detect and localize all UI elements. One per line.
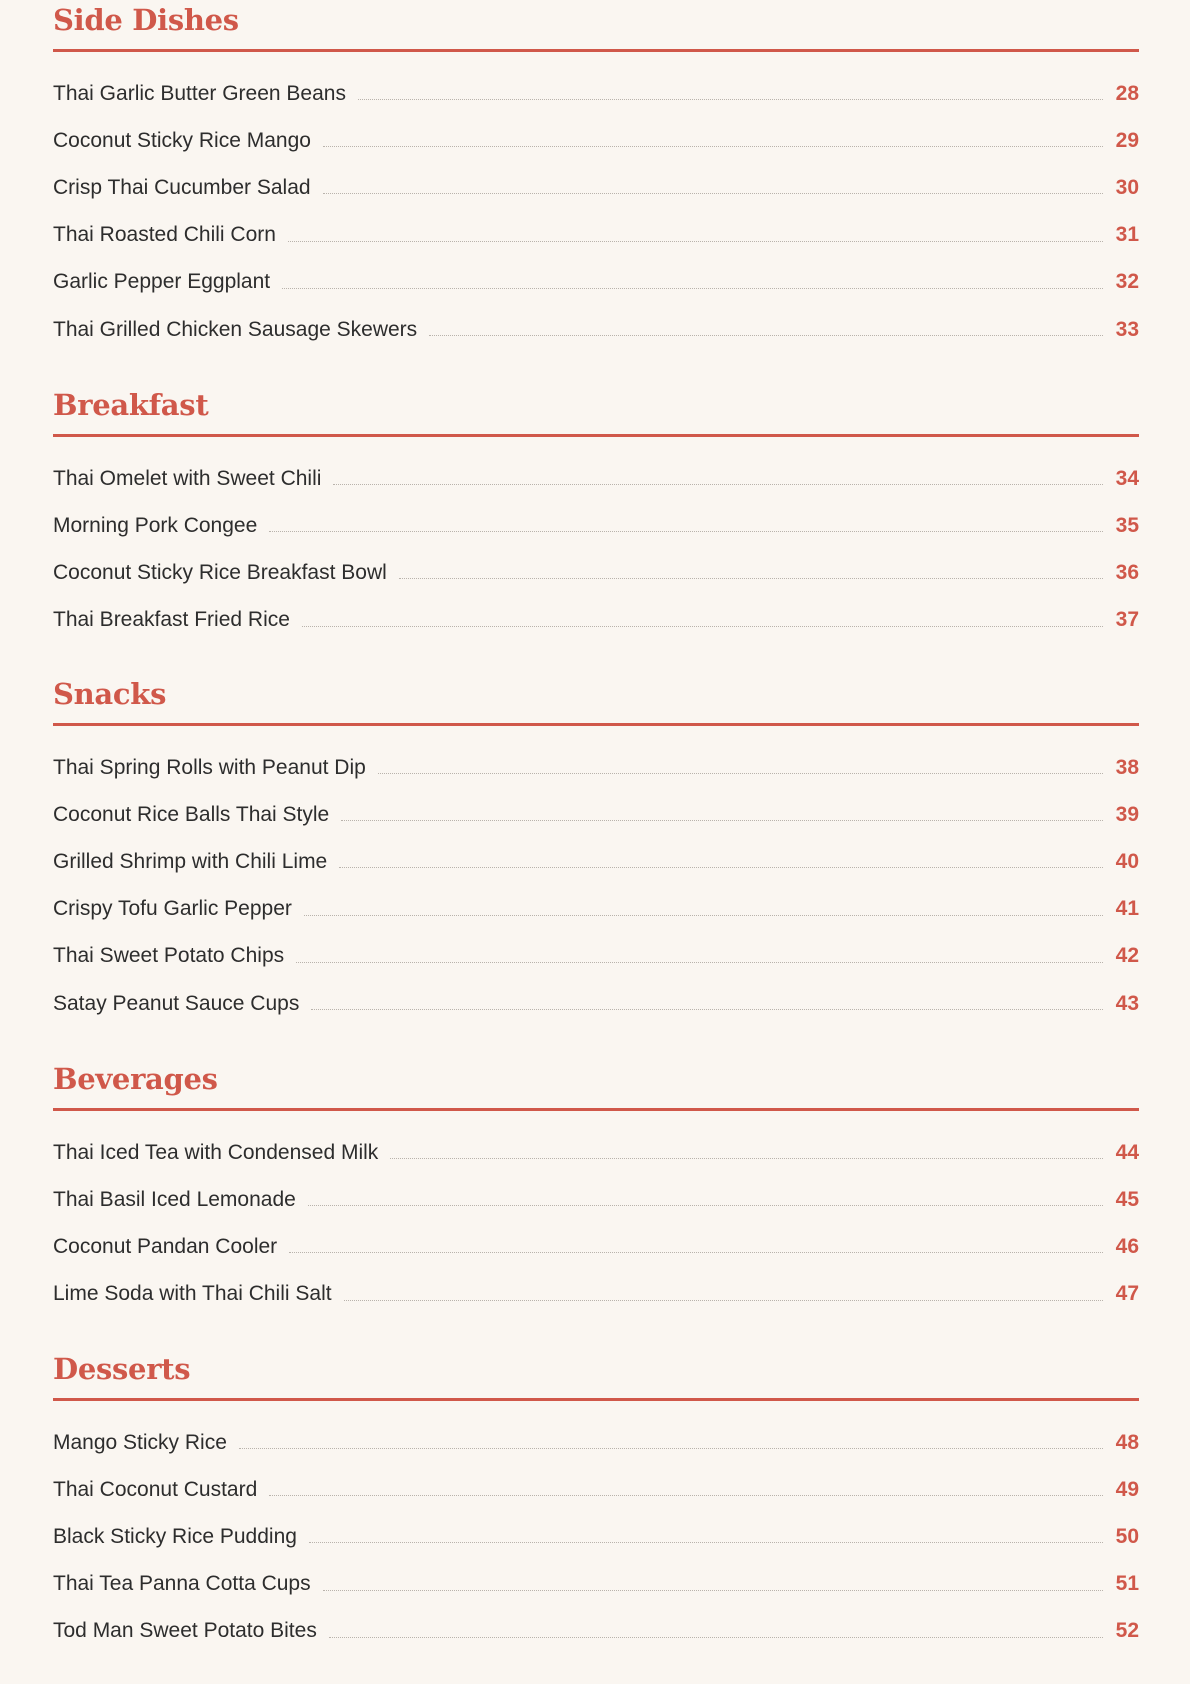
section-divider (53, 49, 1139, 52)
menu-item-row[interactable] (53, 838, 1139, 885)
menu-item-row[interactable] (53, 1129, 1139, 1176)
menu-item-page-number: 35 (1115, 513, 1139, 537)
dotted-leader (323, 1590, 1103, 1591)
section-divider (53, 1398, 1139, 1401)
menu-item-row[interactable] (53, 117, 1139, 164)
menu-item-row[interactable] (53, 1176, 1139, 1223)
menu-item-name: Thai Basil Iced Lemonade (53, 1187, 296, 1211)
menu-item-row[interactable] (53, 1561, 1139, 1608)
section-item-list (53, 1419, 1139, 1655)
menu-item-name: Crispy Tofu Garlic Pepper (53, 897, 292, 921)
menu-item-row[interactable] (53, 886, 1139, 933)
menu-item-page-number: 50 (1115, 1524, 1139, 1548)
dotted-leader (344, 1300, 1103, 1301)
menu-item-page-number: 46 (1115, 1234, 1139, 1258)
section-item-list (53, 455, 1139, 644)
menu-item-page-number: 37 (1115, 608, 1139, 632)
dotted-leader (311, 1009, 1103, 1010)
menu-item-page-number: 38 (1115, 755, 1139, 779)
menu-item-name: Thai Roasted Chili Corn (53, 223, 276, 247)
menu-item-page-number: 30 (1115, 175, 1139, 199)
menu-item-page-number: 31 (1115, 223, 1139, 247)
menu-item-page-number: 44 (1115, 1140, 1139, 1164)
menu-section (53, 385, 1139, 644)
menu-item-page-number: 51 (1115, 1572, 1139, 1596)
menu-item-page-number: 43 (1115, 991, 1139, 1015)
menu-item-name: Crisp Thai Cucumber Salad (53, 175, 311, 199)
menu-item-row[interactable] (53, 744, 1139, 791)
dotted-leader (429, 335, 1103, 336)
dotted-leader (302, 626, 1103, 627)
dotted-leader (269, 1495, 1103, 1496)
menu-item-name: Coconut Sticky Rice Mango (53, 128, 311, 152)
menu-item-row[interactable] (53, 1271, 1139, 1318)
menu-item-row[interactable] (53, 1419, 1139, 1466)
menu-item-name: Coconut Pandan Cooler (53, 1234, 278, 1258)
section-divider (53, 1108, 1139, 1111)
menu-item-name: Satay Peanut Sauce Cups (53, 991, 300, 1015)
section-divider (53, 723, 1139, 726)
menu-item-page-number: 49 (1115, 1477, 1139, 1501)
menu-item-name: Grilled Shrimp with Chili Lime (53, 849, 328, 873)
section-title: Side Dishes (53, 3, 239, 37)
dotted-leader (323, 193, 1103, 194)
menu-item-name: Mango Sticky Rice (53, 1430, 227, 1454)
dotted-leader (309, 1542, 1103, 1543)
menu-item-row[interactable] (53, 933, 1139, 980)
menu-item-row[interactable] (53, 1513, 1139, 1560)
menu-section (53, 0, 1139, 353)
dotted-leader (323, 146, 1103, 147)
menu-item-name: Thai Omelet with Sweet Chili (53, 466, 322, 490)
menu-item-name: Thai Garlic Butter Green Beans (53, 81, 346, 105)
section-title: Breakfast (53, 388, 209, 422)
dotted-leader (308, 1205, 1103, 1206)
menu-item-page-number: 39 (1115, 802, 1139, 826)
menu-item-name: Lime Soda with Thai Chili Salt (53, 1282, 332, 1306)
menu-item-page-number: 45 (1115, 1187, 1139, 1211)
menu-item-row[interactable] (53, 212, 1139, 259)
menu-section (53, 1059, 1139, 1318)
menu-item-row[interactable] (53, 980, 1139, 1027)
menu-item-name: Thai Tea Panna Cotta Cups (53, 1572, 311, 1596)
menu-item-row[interactable] (53, 1466, 1139, 1513)
menu-item-name: Tod Man Sweet Potato Bites (53, 1619, 317, 1643)
menu-item-page-number: 28 (1115, 81, 1139, 105)
menu-item-name: Thai Breakfast Fried Rice (53, 608, 290, 632)
menu-item-row[interactable] (53, 549, 1139, 596)
menu-item-page-number: 34 (1115, 466, 1139, 490)
menu-item-row[interactable] (53, 164, 1139, 211)
menu-section (53, 1349, 1139, 1655)
section-item-list (53, 70, 1139, 353)
dotted-leader (339, 867, 1103, 868)
menu-item-row[interactable] (53, 1223, 1139, 1270)
menu-item-page-number: 42 (1115, 944, 1139, 968)
menu-item-page-number: 32 (1115, 270, 1139, 294)
menu-item-page-number: 33 (1115, 317, 1139, 341)
menu-item-page-number: 36 (1115, 560, 1139, 584)
dotted-leader (399, 578, 1103, 579)
menu-item-name: Thai Coconut Custard (53, 1477, 258, 1501)
menu-item-name: Coconut Sticky Rice Breakfast Bowl (53, 560, 387, 584)
dotted-leader (289, 1252, 1103, 1253)
menu-item-name: Thai Sweet Potato Chips (53, 944, 285, 968)
section-item-list (53, 744, 1139, 1027)
menu-item-row[interactable] (53, 306, 1139, 353)
menu-section (53, 674, 1139, 1027)
section-title: Desserts (53, 1352, 191, 1386)
menu-item-name: Coconut Rice Balls Thai Style (53, 802, 330, 826)
dotted-leader (296, 962, 1103, 963)
menu-item-name: Morning Pork Congee (53, 513, 258, 537)
section-divider (53, 434, 1139, 437)
menu-item-page-number: 41 (1115, 897, 1139, 921)
menu-item-row[interactable] (53, 259, 1139, 306)
dotted-leader (358, 99, 1103, 100)
menu-item-name: Thai Iced Tea with Condensed Milk (53, 1140, 379, 1164)
menu-item-name: Thai Grilled Chicken Sausage Skewers (53, 317, 418, 341)
menu-item-page-number: 29 (1115, 128, 1139, 152)
menu-item-page-number: 40 (1115, 849, 1139, 873)
section-title: Snacks (53, 677, 167, 711)
section-title: Beverages (53, 1062, 218, 1096)
menu-item-page-number: 52 (1115, 1619, 1139, 1643)
menu-item-row[interactable] (53, 70, 1139, 117)
dotted-leader (282, 288, 1103, 289)
menu-item-row[interactable] (53, 1608, 1139, 1655)
dotted-leader (239, 1448, 1103, 1449)
menu-item-name: Garlic Pepper Eggplant (53, 270, 271, 294)
dotted-leader (288, 241, 1103, 242)
menu-item-page-number: 47 (1115, 1282, 1139, 1306)
dotted-leader (390, 1158, 1103, 1159)
dotted-leader (269, 531, 1103, 532)
dotted-leader (378, 773, 1103, 774)
menu-item-row[interactable] (53, 455, 1139, 502)
dotted-leader (333, 484, 1103, 485)
menu-item-row[interactable] (53, 597, 1139, 644)
dotted-leader (304, 915, 1103, 916)
dotted-leader (341, 820, 1103, 821)
dotted-leader (329, 1637, 1103, 1638)
menu-item-row[interactable] (53, 502, 1139, 549)
menu-item-row[interactable] (53, 791, 1139, 838)
menu-item-name: Thai Spring Rolls with Peanut Dip (53, 755, 366, 779)
menu-item-name: Black Sticky Rice Pudding (53, 1524, 297, 1548)
menu-item-page-number: 48 (1115, 1430, 1139, 1454)
section-item-list (53, 1129, 1139, 1318)
